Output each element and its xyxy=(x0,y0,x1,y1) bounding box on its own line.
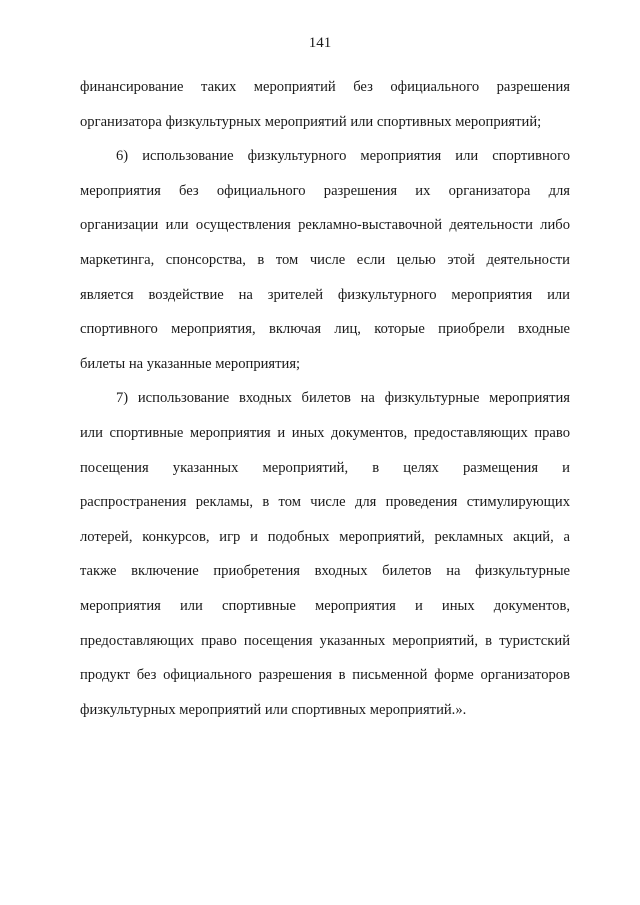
text-line: организации или осуществления рекламно-выставочной деятельности либо xyxy=(80,217,570,234)
text-line: предоставляющих право посещения указанных мероприятий, в туристский xyxy=(80,632,570,649)
text-line: 6) использование физкультурного мероприятия или спортивного xyxy=(116,148,570,165)
text-line: продукт без официального разрешения в письменной форме организаторов xyxy=(80,667,570,684)
text-line: 7) использование входных билетов на физкультурные мероприятия xyxy=(116,390,570,407)
text-line: распространения рекламы, в том числе для проведения стимулирующих xyxy=(80,494,570,511)
text-line: организатора физкультурных мероприятий или спортивных мероприятий; xyxy=(80,113,542,130)
paragraph-item-6 xyxy=(80,139,570,381)
page-number: 141 xyxy=(308,35,332,51)
paragraph-item-7 xyxy=(80,381,570,727)
text-line: лотерей, конкурсов, игр и подобных мероприятий, рекламных акций, а xyxy=(80,528,570,545)
text-line: мероприятия без официального разрешения их организатора для xyxy=(80,182,570,199)
text-line: билеты на указанные мероприятия; xyxy=(80,355,301,372)
document-body xyxy=(80,70,570,727)
text-line: финансирование таких мероприятий без официального разрешения xyxy=(80,79,570,95)
text-line: спортивного мероприятия, включая лиц, которые приобрели входные xyxy=(80,321,570,338)
text-line: физкультурных мероприятий или спортивных мероприятий.». xyxy=(80,701,467,718)
text-line: маркетинга, спонсорства, в том числе если целью этой деятельности xyxy=(80,251,570,268)
text-line: посещения указанных мероприятий, в целях размещения и xyxy=(80,459,570,476)
text-line: мероприятия или спортивные мероприятия и иных документов, xyxy=(80,597,570,614)
text-line: также включение приобретения входных билетов на физкультурные xyxy=(80,563,570,580)
text-line: или спортивные мероприятия и иных документов, предоставляющих право xyxy=(80,424,570,441)
text-line: является воздействие на зрителей физкультурного мероприятия или xyxy=(80,286,570,303)
paragraph-continuation xyxy=(80,70,570,139)
